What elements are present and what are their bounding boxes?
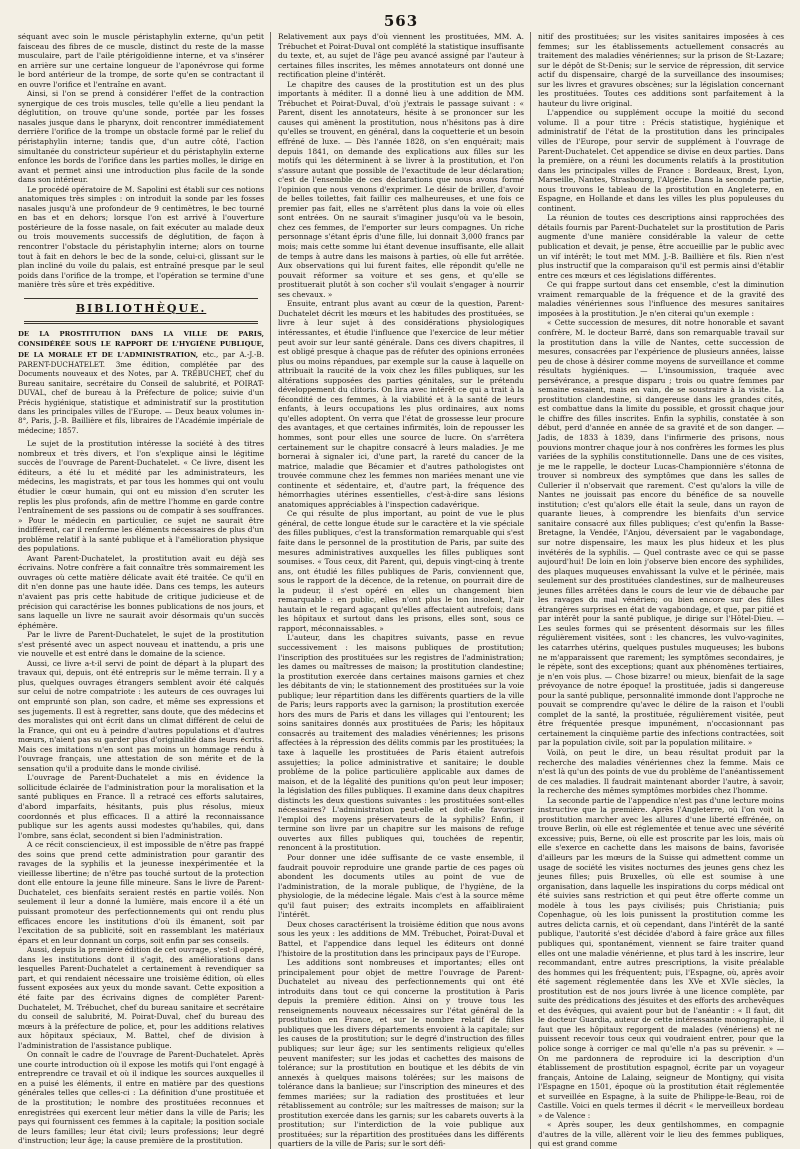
column-1-top-text (18, 32, 264, 290)
column-3 (536, 32, 786, 1149)
paragraph: La réunion de toutes ces descriptions ainsi rapprochées des détails fournis par Parent-Duchatelet sur la prostitution de Paris augmente d'une manière considérable la valeur de cette publication et devait, je pense, être accueillie par le public avec un vif intérêt; le tout met MM. J.-B. Baillière et fils. Rien n'est plus instructif que la comparaison qu'il est permis ainsi d'établir entre ces mœurs et ces législations différentes. (538, 213, 784, 280)
paragraph: séquant avec soin le muscle péristaphylin externe, qu'un petit faisceau des fibres de ce muscle, distinct du reste de la masse musculaire, part de l'aile ptérigoïdienne interne, et va s'insérer en arrière sur une certaine longueur de l'aponévrose qui forme le bord antérieur de la trompe, de sorte qu'en se contractant il en ouvre l'orifice et l'entraîne en avant. (18, 32, 264, 89)
book-title: DE LA PROSTITUTION DANS LA VILLE DE PARIS, CONSIDÉRÉE SOUS LE RAPPORT DE L'HYGIÈNE PUBLIQUE, DE LA MORALE ET DE L'ADMINISTRATION, (18, 329, 264, 359)
page-number: 563 (383, 12, 419, 30)
column-1 (16, 32, 266, 1149)
text-columns (16, 32, 786, 1149)
book-reference (18, 329, 264, 435)
paragraph: « Cette succession de mesures, dit notre honorable et savant confrère, M. le docteur Barré, dans son remarquable travail sur la prostitution dans la ville de Nantes, cette succession de mesures, consacrées par l'expérience de plusieurs années, laisse peu de chose à désirer comme moyens de surveillance et comme résultats hygiéniques. — L'insoumission, traquée avec persévérance, a presque disparu ; trois ou quatre femmes par semaine essaient, mais en vain, de se soustraire à la visite. La prostitution clandestine, si dangereuse dans les grandes cités, est combattue dans la limite du possible, et grossit chaque jour le chiffre des filles inscrites. Enfin la syphilis, constatée à son début, perd d'année en année de sa gravité et de son danger. — Jadis, de 1833 à 1839, dans l'infirmerie des prisons, nous pouvions montrer chaque jour à nos confrères les formes les plus variées de la syphilis constitutionnelle. Dans une de ces visites, je me le rappelle, le docteur Lucas-Championnière s'étonna de trouver si nombreux des symptômes que dans les salles de Cullerier il n'observait que rarement. C'est qu'alors la ville de Nantes ne jouissait pas encore du bénéfice de sa nouvelle institution; c'est qu'alors elle était la seule, dans un rayon de quarante lieues, à comprendre les bienfaits d'un service sanitaire consacré aux filles publiques; c'est qu'enfin la Basse-Bretagne, la Vendée, l'Anjou, déversaient par le vagabondage, sur notre dispensaire, les maux les plus hideux et les plus invétérés de la syphilis. — Quel contraste avec ce qui se passe aujourd'hui! De loin en loin j'observe bien encore des syphilides, des plaques muqueuses envahissant la vulve et le périnée, mais seulement sur des prostituées clandestines, sur de malheureuses jeunes filles arrêtées dans le cours de leur vie de débauche par les ravages du mal vénérien; ou bien encore sur des filles étrangères surprises en état de vagabondage, et que, par pitié et par intérêt pour la santé publique, je dirige sur l'Hôtel-Dieu. — Les seules formes qui se présentent désormais sur les filles régulièrement visitées, sont : les chancres, les vulvo-vaginites, les catarrhes utérins, quelques pustules muqueuses; les bubons ne m'apparaissent que rarement; les symptômes secondaires, je le répète, sont des exceptions; quant aux phénomènes tertiaires, je n'en vois plus. — Chose bizarre! ou mieux, bienfait de la sage prévoyance de notre époque! la prostituée, jadis si dangereuse pour la santé publique, personnalité immonde dont l'approche ne pouvait se comprendre qu'avec le délire de la raison et l'oubli complet de la santé, la prostituée, régulièrement visitée, peut être fréquentée presque impunément, n'occasionnant pas certainement la cinquième partie des infections contractées, soit par la population civile, soit par la population militaire. » (538, 318, 784, 748)
paragraph: Voilà, on peut le dire, un beau résultat produit par la recherche des maladies vénériennes chez la femme. Mais ce n'est là qu'un des points de vue du problème de l'anéantissement de ces maladies. Il faudrait maintenant aborder l'autre, à savoir, la recherche des mêmes symptômes morbides chez l'homme. (538, 748, 784, 796)
paragraph: « Après souper, les deux gentilshommes, en compagnie d'autres de la ville, allèrent voir le lieu des femmes publiques, qui est grand comme (538, 1120, 784, 1149)
paragraph: Ce qui frappe surtout dans cet ensemble, c'est la diminution vraiment remarquable de la fréquence et de la gravité des maladies vénériennes sous l'influence des mesures sanitaires imposées à la prostitution. Je n'en citerai qu'un exemple : (538, 280, 784, 318)
book-details: etc., par A.-J.-B. PARENT-DUCHATELET. 3me édition, complétée par des Documents nouveaux et des Notes, par A. TRÉBUCHET, chef du Bureau sanitaire, secrétaire du Conseil de salubrité, et POIRAT-DUVAL, chef de bureau à la Préfecture de police; suivie d'un Précis hygiénique, statistique et administratif sur la prostitution dans les principales villes de l'Europe. — Deux beaux volumes in-8°, Paris, J.-B. Baillière et fils, libraires de l'Académie impériale de médecine; 1857. (18, 349, 264, 435)
section-title: BIBLIOTHÈQUE. (75, 301, 207, 315)
column-1-bottom-text (18, 439, 264, 1145)
paragraph: Deux choses caractérisent la troisième édition que nous avons sous les yeux : les additions de MM. Trébuchet, Poirat-Duval et Battel, et l'appendice dans lequel les éditeurs ont donné l'histoire de la prostitution dans les principaux pays de l'Europe. (278, 919, 524, 958)
paragraph: L'ouvrage de Parent-Duchatelet a mis en évidence la sollicitude éclairée de l'administration pour la moralisation et la santé publiques en France. Il a retracé ces efforts salutaires, d'abord imparfaits, hésitants, puis plus résolus, mieux coordonnés et plus efficaces. Il a attiré la reconnaissance publique sur les agents aussi modestes qu'habiles, qui, dans l'ombre, sans éclat, secondent si bien l'administration. (18, 773, 264, 840)
paragraph: L'appendice ou supplément occupe la moitié du second volume. Il a pour titre : Précis statistique, hygiénique et administratif de l'état de la prostitution dans les principales villes de l'Europe, pour servir de supplément à l'ouvrage de Parent-Duchatelet. Cet appendice se divise en deux parties. Dans la première, on a réuni les documents relatifs à la prostitution dans les principales villes de France : Bordeaux, Brest, Lyon, Marseille, Nantes, Strasbourg, l'Algérie. Dans la seconde partie, nous trouvons le tableau de la prostitution en Angleterre, en Espagne, en Hollande et dans les villes les plus populeuses du continent. (538, 108, 784, 213)
paragraph: L'auteur, dans les chapitres suivants, passe en revue successivement : les maisons publiques de prostitution; l'inscription des prostituées sur les registres de l'administration; les dames ou maîtresses de maison; la prostitution clandestine; la prostitution exercée dans certaines maisons garnies et chez les débitants de vin; le stationnement des prostituées sur la voie publique; leur répartition dans les différents quartiers de la ville de Paris; leurs rapports avec la garnison; la prostitution exercée hors des murs de Paris et dans les villages qui l'entourent; les soins sanitaires donnés aux prostituées de Paris; les hôpitaux consacrés au traitement des maladies vénériennes; les prisons affectées à la répression des délits commis par les prostituées; la taxe à laquelle les prostituées de Paris étaient autrefois assujetties; la police administrative et sanitaire; le double problème de la police particulière applicable aux dames de maison, et de la légalité des punitions qu'on peut leur imposer; la législation des filles publiques. Il examine dans deux chapitres distincts les deux questions suivantes : les prostituées sont-elles nécessaires? L'administration peut-elle et doit-elle favoriser l'emploi des moyens préservateurs de la syphilis? Enfin, il termine son livre par un chapitre sur les maisons de refuge ouvertes aux filles publiques qui, touchées de repentir, renoncent à la prostitution. (278, 633, 524, 853)
paragraph: Ensuite, entrant plus avant au cœur de la question, Parent-Duchatelet décrit les mœurs et les habitudes des prostituées, se livre à leur sujet à des considérations physiologiques intéressantes, et étudie l'influence que l'exercice de leur métier peut avoir sur leur santé générale. Dans ces divers chapitres, il est obligé presque à chaque pas de réfuter des opinions erronées plus ou moins répandues, par exemple sur la cause à laquelle on attribuait la raucité de la voix chez les filles publiques, sur les altérations supposées des parties génitales, sur le prétendu développement du clitoris. On lira avec intérêt ce qui a trait à la fécondité de ces femmes, à la viabilité et à la santé de leurs enfants, à leurs occupations les plus ordinaires, aux noms qu'elles adoptent. On verra que l'état de grossesse leur procure des avantages, et que certaines infirmités, loin de repousser les hommes, sont pour elles une source de lucre. On s'arrêtera certainement sur le chapitre consacré à leurs maladies. Je me bornerai à signaler ici, d'une part, la rareté du cancer de la matrice, maladie que Bécamier et d'autres pathologistes ont trouvée commune chez les femmes non mariées menant une vie continente et sédentaire, et, d'autre part, la fréquence des hémorrhagies utérines essentielles, c'est-à-dire sans lésions anatomiques appréciables à l'inspection cadavérique. (278, 299, 524, 509)
paragraph: Les additions sont nombreuses et importantes; elles ont principalement pour objet de mettre l'ouvrage de Parent-Duchatelet au niveau des perfectionnements qui ont été introduits dans tout ce qui concerne la prostitution à Paris depuis la première édition. Ainsi on y trouve tous les renseignements nouveaux nécessaires sur l'état général de la prostitution en France, et sur le nombre relatif de filles publiques que les divers départements envoient à la capitale; sur les causes de la prostitution; sur le degré d'instruction des filles publiques; sur leur âge; sur les sentiments religieux qu'elles peuvent manifester; sur les jodas et cachettes des maisons de tolérance; sur la prostitution en boutique et les débits de vin annexés à quelques maisons tolérées; sur les maisons de tolérance dans la banlieue; sur l'inscription des mineures et des femmes mariées; sur la radiation des prostituées et leur rétablissement au contrôle; sur les maîtresses de maison; sur la prostitution exercée dans les garnis; sur les cabarets ouverts à la prostitution; sur l'interdiction de la voie publique aux prostituées; sur la répartition des prostituées dans les différents quartiers de la ville de Paris; sur le sort défi- (278, 958, 524, 1149)
paragraph: Aussi, ce livre a-t-il servi de point de départ à la plupart des travaux qui, depuis, ont été entrepris sur le même terrain. Il y a plus, quelques ouvrages étrangers semblent avoir été calqués sur celui de notre compatriote : les auteurs de ces ouvrages lui ont emprunté son plan, son cadre, et même ses expressions et ses jugements. Il est à regretter, sans doute, que des médecins et des moralistes qui ont écrit dans un climat différent de celui de la France, qui ont eu à peindre d'autres populations et d'autres mœurs, n'aient pas su garder plus d'originalité dans leurs écrits. Mais ces imitations n'en sont pas moins un hommage rendu à l'ouvrage français, une attestation de son mérite et de la sensation qu'il a produite dans le monde civilisé. (18, 658, 264, 773)
paragraph: Pour donner une idée suffisante de ce vaste ensemble, il faudrait pouvoir reproduire une grande partie de ces pages où abondent les documents utiles au point de vue de l'administration, de la morale publique, de l'hygiène, de la physiologie, de la médecine légale. Mais c'est à la source même qu'il faut puiser; des extraits incomplets en affaibliraient l'intérêt. (278, 853, 524, 920)
section-double-rule (24, 321, 258, 324)
paragraph: Ainsi, si l'on se prend à considérer l'effet de la contraction synergique de ces trois muscles, telle qu'elle a lieu pendant la déglutition, on trouve qu'une sonde, portée par les fosses nasales jusque dans le pharynx, doit rencontrer immédiatement derrière l'orifice de la trompe un obstacle formé par le relief du péristaphylin interne; tandis que, d'un autre côté, l'action simultanée du constricteur supérieur et du péristaphylin externe enfonce les bords de l'orifice dans les parties molles, le dirige en avant et permet ainsi une introduction plus facile de la sonde dans son intérieur. (18, 89, 264, 185)
paragraph: Ce qui résulte de plus important, au point de vue le plus général, de cette longue étude sur le caractère et la vie spéciale des filles publiques, c'est la transformation remarquable qui s'est faite dans le personnel de la prostitution de Paris, par suite des mesures administratives auxquelles les filles publiques sont soumises. « Tous ceux, dit Parent, qui, depuis vingt-cinq à trente ans, ont étudié les filles publiques de Paris, conviennent que, sous le rapport de la décence, de la retenue, on pourrait dire de la pudeur, il s'est opéré en elles un changement bien remarquable : en public, elles n'ont plus le ton insolent, l'air hautain et le regard agaçant qu'elles affectaient autrefois; dans les hôpitaux et surtout dans les prisons, elles sont, sous ce rapport, méconnaissables. » (278, 509, 524, 633)
paragraph: Avant Parent-Duchatelet, la prostitution avait eu déjà ses écrivains. Notre confrère a fait connaître très sommairement les ouvrages où cette matière délicate avait été traitée. Ce qu'il en dit n'en donne pas une haute idée. Dans ces temps, les auteurs n'avaient pas pris cette habitude de critique judicieuse et de précision qui caractérise les bonnes publications de nos jours, et sans laquelle un livre ne saurait avoir désormais qu'un succès éphémère. (18, 553, 264, 630)
paragraph: Le procédé opératoire de M. Sapolini est établi sur ces notions anatomiques très simples : on introduit la sonde par les fosses nasales jusqu'à une profondeur de 9 centimètres, le bec tourné en bas et en dehors; lorsque l'on est arrivé à l'ouverture postérieure de la fosse nasale, on fait exécuter au malade deux ou trois mouvements successifs de déglutition, de façon à rencontrer l'obstacle du péristaphylin interne; alors on tourne tout à fait en dehors le bec de la sonde, celui-ci, glissant sur le plan incliné du voile du palais, est entraîné presque par le seul poids dans l'orifice de la trompe, et l'opération se termine d'une manière très sûre et très expéditive. (18, 184, 264, 290)
section-rule (24, 298, 258, 299)
paragraph: Le chapitre des causes de la prostitution est un des plus importants à méditer. Il a donné lieu à une addition de MM. Trébuchet et Poirat-Duval, d'où j'extrais le passage suivant : « Parent, disent les annotateurs, hésite à se prononcer sur les causes qui amènent la prostitution, nous n'hésitons pas à dire qu'elles se trouvent, en général, dans la coquetterie et un besoin effréné de luxe. — Dès l'année 1828, on s'en enquérait; mais depuis 1841, on demande des explications aux filles sur les motifs qui les déterminent à se livrer à la prostitution, et l'on s'assure autant que possible de l'exactitude de leur déclaration; c'est de l'ensemble de ces déclarations que nous avons formé l'opinion que nous venons d'exprimer. Le désir de briller, d'avoir de belles toilettes, fait faillir ces malheureuses, et une fois ce premier pas fait, elles ne s'arrêtent plus dans la voie où elles sont entrées. On ne saurait s'imaginer jusqu'où va le besoin, chez ces femmes, de l'emporter sur leurs compagnes. Un riche personnage s'étant épris d'une fille, lui donnait 3,000 francs par mois; mais cette somme lui étant devenue insuffisante, elle allait de temps à autre dans les maisons à parties, où elle fut arrêtée. Aux observations qui lui furent faites, elle répondit qu'elle ne pouvait réformer sa voiture et ses gens, et qu'elle se prostituerait plutôt à son cocher s'il voulait s'engager à nourrir ses chevaux. » (278, 79, 524, 299)
paragraph: Par le livre de Parent-Duchatelet, le sujet de la prostitution s'est présenté avec un aspect nouveau et inattendu, a pris une vie nouvelle et est entré dans le domaine de la science. (18, 630, 264, 659)
paragraph: On connaît le cadre de l'ouvrage de Parent-Duchatelet. Après une courte introduction où il expose les motifs qui l'ont engagé à entreprendre ce travail et où il indique les sources auxquelles il en a puisé les éléments, il entre en matière par des questions générales telles que celles-ci : La définition d'une prostituée et de la prostitution; le nombre des prostituées reconnues et enregistrées qui exercent leur métier dans la ville de Paris; les pays qui fournissent ces femmes à la capitale; la position sociale de leurs familles; leur état civil; leurs professions; leur degré d'instruction; leur âge; la cause première de la prostitution. (18, 1050, 264, 1146)
paragraph: Le sujet de la prostitution intéresse la société à des titres nombreux et très divers, et l'on s'explique ainsi le légitime succès de l'ouvrage de Parent-Duchatelet. « Ce livre, disent les éditeurs, a été lu et médité par les administrateurs, les médecins, les magistrats, et par tous les hommes qui ont voulu étudier le cœur humain, qui ont eu mission d'en scruter les replis les plus profonds, afin de mettre l'homme en garde contre l'entraînement de ses passions ou de compatir à ses souffrances. » Pour le médecin en particulier, ce sujet ne saurait être indifférent, car il renferme les éléments nécessaires de plus d'un problème relatif à la santé publique et à l'amélioration physique des populations. (18, 439, 264, 554)
paragraph: nitif des prostituées; sur les visites sanitaires imposées à ces femmes; sur les établissements actuellement consacrés au traitement des maladies vénériennes; sur la prison de St-Lazare; sur le dépôt de St-Denis; sur le service de répression, dit service actif du dispensaire, chargé de la surveillance des insoumises; sur les livres et gravures obscènes; sur la législation concernant les prostituées. Toutes ces additions sont parfaitement à la hauteur du livre original. (538, 32, 784, 108)
paragraph: Aussi, depuis la première édition de cet ouvrage, s'est-il opéré, dans les institutions dont il s'agit, des améliorations dans lesquelles Parent-Duchatelet a certainement à revendiquer sa part, et qui rendaient nécessaire une troisième édition, où elles fussent exposées aux yeux du monde savant. Cette exposition a été faite par des écrivains dignes de compléter Parent-Duchatelet, M. Trébuchet, chef du bureau sanitaire et secrétaire du conseil de salubrité, M. Poirat-Duval, chef du bureau des mœurs à la préfecture de police, et, pour les additions relatives aux hôpitaux spéciaux, M. Battel, chef de division à l'administration de l'assistance publique. (18, 945, 264, 1050)
paragraph: A ce récit consciencieux, il est impossible de n'être pas frappé des soins que prend cette administration pour garantir des ravages de la syphilis et la jeunesse inexpérimentée et la vieillesse libertine; de n'être pas touché surtout de la protection dont elle entoure la jeune fille mineure. Sans le livre de Parent-Duchatelet, ces bienfaits seraient restés en partie voilés. Non seulement il leur a donné la lumière, mais encore il a été un puissant promoteur des perfectionnements qui ont rendu plus efficaces encore les institutions d'où ils émanent, soit par l'excitation de sa publicité, soit en rassemblant les matériaux épars et en leur donnant un corps, soit enfin par ses conseils. (18, 840, 264, 945)
column-2 (276, 32, 526, 1149)
paragraph: Relativement aux pays d'où viennent les prostituées, MM. A. Trébuchet et Poirat-Duval ont complété la statistique insuffisante du texte, et, au sujet de l'âge peu avancé assigné par l'auteur à certaines filles inscrites, les mêmes annotateurs ont donné une rectification pleine d'intérêt. (278, 32, 524, 80)
paragraph: La seconde partie de l'appendice n'est pas d'une lecture moins instructive que la première. Après l'Angleterre, où l'on voit la prostitution marcher avec les allures d'une liberté effrénée, on trouve Berlin, où elle est réglementée et tenue avec une sévérité excessive; puis, Berne, où elle est proscrite par les lois, mais où elle s'exerce en cachette dans les maisons de bains, favorisée d'ailleurs par les mœurs de la Suisse qui admettent comme un usage de société les visites nocturnes des jeunes gens chez les jeunes filles; puis Bruxelles, où elle est soumise à une organisation, dans laquelle les inspirations du corps médical ont été suivies sans restriction et qui peut être offerte comme un modèle à tous les pays civilisés; puis Christiania; puis Copenhague, où les lois punissent la prostitution comme les autres delicta carnis, et où cependant, dans l'intérêt de la santé publique, l'autorité s'est décidée d'abord à faire grâce aux filles publiques qui, spontanément, viennent se faire traiter quand elles ont une maladie vénérienne, et plus tard à les inscrire, leur recommandant, entre autres prescriptions, la visite préalable des hommes qui les fréquentent; puis, l'Espagne, où, après avoir été sagement réglementée dans les XVe et XVIe siècles, la prostitution est de nos jours livrée à une licence complète, par suite des prédications des jésuites et des efforts des archevêques et des évêques, qui avaient pour but de l'anéantir : « Il faut, dit le docteur Guardia, auteur de cette intéressante monographie, il faut que les hôpitaux regorgent de malades (vénériens) et ne puissent recevoir tous ceux qui voudraient entrer, pour que la police songe à corriger ce mal qu'elle n'a pas su prévenir. » — On me pardonnera de reproduire ici la description d'un établissement de prostitution espagnol, écrite par un voyageur français, Antoine de Lalaing, seigneur de Montigny, qui visita l'Espagne en 1501, époque où la prostitution était réglementée et surveillée en Espagne, à la suite de Philippe-le-Beau, roi de Castille. Voici en quels termes il décrit « le merveilleux bordeau » de Valence : (538, 795, 784, 1120)
